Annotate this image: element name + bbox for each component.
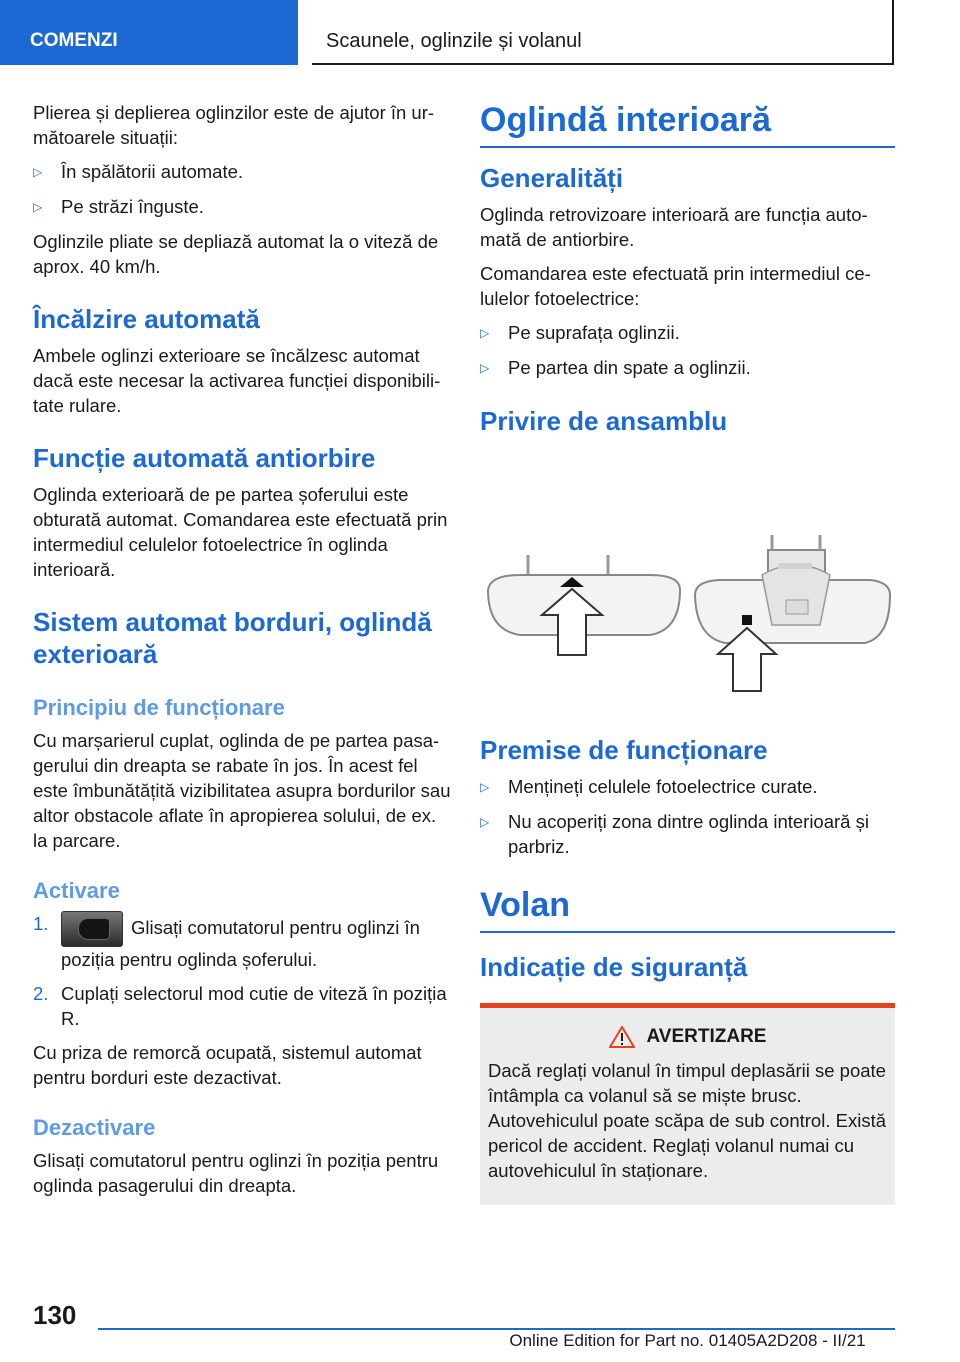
footer-edition: Online Edition for Part no. 01405A2D208 - II/21 — [509, 1331, 866, 1350]
list-item: ▷ Pe suprafața oglinzii. — [480, 320, 895, 346]
deactivation-text: Glisați comutatorul pentru oglinzi în poziția pentru oglinda pasagerului din dreapta. — [33, 1150, 439, 1196]
heading-prerequisites: Premise de funcționare — [480, 735, 768, 765]
heating-text: Ambele oglinzi exterioare se încălzesc automat dacă este necesar la activarea funcției disponibilitate rulare. — [33, 345, 441, 416]
heading-safety: Indicație de siguranță — [480, 952, 748, 982]
activation-note: Cu priza de remorcă ocupată, sistemul automat pentru borduri este dezactivat. — [33, 1042, 422, 1088]
heading-principle: Principiu de funcționare — [33, 695, 285, 720]
left-column — [33, 100, 451, 1207]
heading-heating: Încălzire automată — [33, 304, 260, 334]
intro-text: Plierea și deplierea oglinzilor este de ajutor în următoarele situații: — [33, 102, 435, 148]
mirror-switch-icon — [61, 911, 123, 947]
step-item: 1. Glisați comutatorul pentru oglinzi în poziția pentru oglinda șoferului. — [33, 913, 420, 970]
warning-text: Dacă reglați volanul în timpul deplasării se poate întâmpla ca volanul să se miște brusc. Autovehiculul poate scăpa de sub control. Există pericol de accident. Reglați volanul numai cu autovehiculul în staționare. — [488, 1060, 886, 1181]
bullet-triangle-icon: ▷ — [480, 815, 490, 829]
section-tab: COMENZI — [0, 0, 298, 65]
heading-antiglare: Funcție automată antiorbire — [33, 443, 376, 473]
right-column — [480, 100, 895, 1205]
heading-activation: Activare — [33, 878, 120, 903]
bullet-triangle-icon: ▷ — [480, 326, 490, 340]
footer-divider — [98, 1328, 895, 1330]
chapter-title: Scaunele, oglinzile și volanul — [312, 0, 894, 65]
heading-deactivation: Dezactivare — [33, 1115, 156, 1140]
list-item: ▷ În spălătorii automate. — [33, 159, 451, 185]
warning-label: AVERTIZARE — [646, 1026, 767, 1047]
heading-overview: Privire de ansamblu — [480, 406, 728, 436]
list-item: ▷ Pe partea din spate a oglinzii. — [480, 355, 895, 381]
heading-inner-mirror: Oglindă interioară — [480, 101, 771, 139]
antiglare-text: Oglinda exterioară de pe partea șoferului este obturată automat. Comandarea este efectuată prin intermediul celulelor fotoelectrice în oglinda interioară. — [33, 484, 448, 580]
auto-unfold-note: Oglinzile pliate se depliază automat la o viteză de aprox. 40 km/h. — [33, 231, 439, 277]
list-item: ▷ Nu acoperiți zona dintre oglinda interioară și parbriz. — [480, 811, 869, 857]
warning-triangle-icon — [609, 1026, 635, 1048]
bullet-triangle-icon: ▷ — [33, 200, 43, 214]
heading-curb-system: Sistem automat borduri, oglindă exterioară — [33, 607, 432, 669]
principle-text: Cu marșarierul cuplat, oglinda de pe partea pasagerului din dreapta se rabate în jos. În acest fel este îmbunătățită vizibilitatea asupra bordurilor sau altor obstacole aflate în apropierea solului, de ex. la parcare. — [33, 730, 451, 851]
heading-steering-wheel: Volan — [480, 886, 571, 924]
list-item: ▷ Mențineți celulele fotoelectrice curate. — [480, 774, 895, 800]
warning-box — [480, 1003, 895, 1205]
bullet-triangle-icon: ▷ — [480, 780, 490, 794]
page-number: 130 — [33, 1300, 77, 1330]
list-item: ▷ Pe străzi înguste. — [33, 194, 451, 220]
bullet-triangle-icon: ▷ — [33, 165, 43, 179]
heading-general: Generalități — [480, 163, 624, 193]
bullet-triangle-icon: ▷ — [480, 361, 490, 375]
mirror-overview-illustration — [480, 455, 895, 695]
general-text-1: Oglinda retrovizoare interioară are funcția automată de antiorbire. — [480, 204, 868, 250]
step-item: 2. Cuplați selectorul mod cutie de viteză în poziția R. — [33, 983, 447, 1029]
general-text-2: Comandarea este efectuată prin intermediul celulelor fotoelectrice: — [480, 263, 871, 309]
